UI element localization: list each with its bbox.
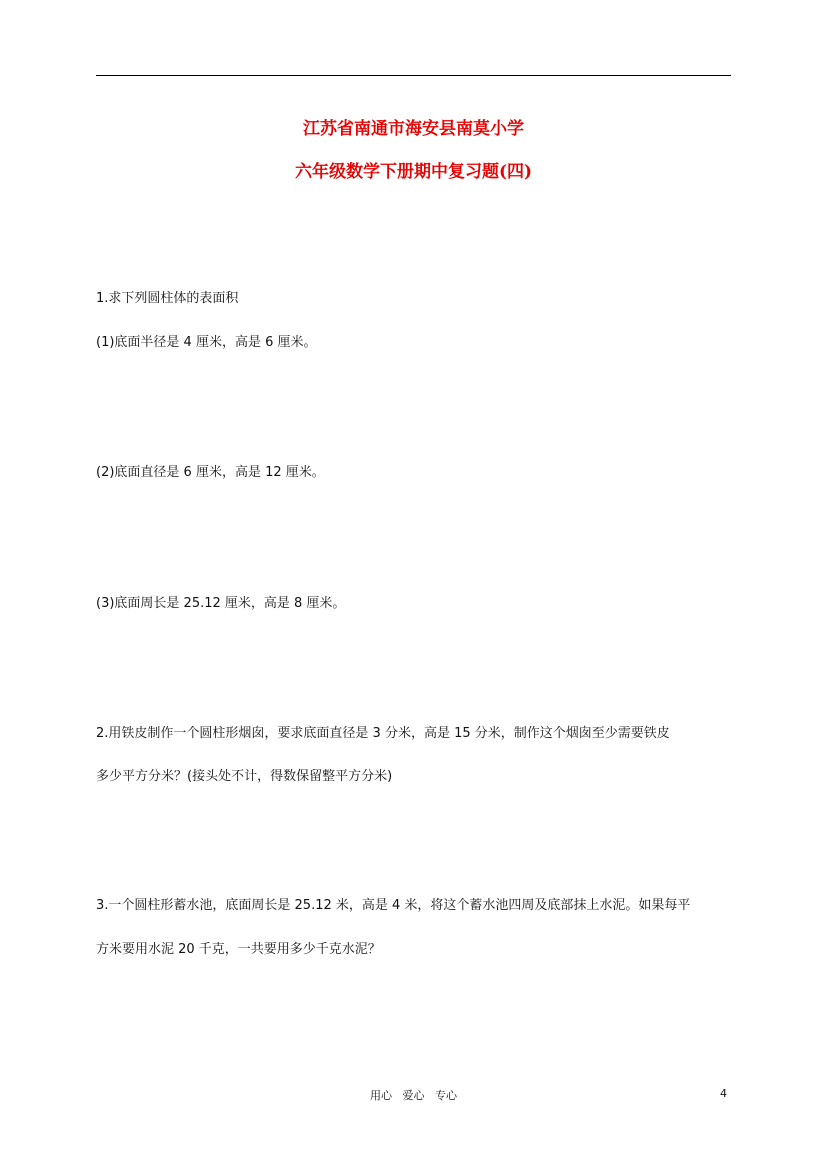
question-1-part-3: (3)底面周长是 25.12 厘米，高是 8 厘米。 — [96, 596, 346, 611]
page-number: 4 — [720, 1087, 727, 1100]
document-title: 江苏省南通市海安县南莫小学 — [303, 119, 524, 139]
header-rule — [96, 75, 731, 76]
footer-motto: 用心 爱心 专心 — [370, 1089, 457, 1102]
question-2-line-1: 2.用铁皮制作一个圆柱形烟囱，要求底面直径是 3 分米，高是 15 分米，制作这个烟囱至少需要铁皮 — [96, 726, 670, 741]
question-1-part-1: (1)底面半径是 4 厘米，高是 6 厘米。 — [96, 335, 317, 350]
question-3-line-1: 3.一个圆柱形蓄水池，底面周长是 25.12 米，高是 4 米，将这个蓄水池四周及底部抹上水泥。如果每平 — [96, 898, 691, 913]
document-subtitle: 六年级数学下册期中复习题(四) — [294, 162, 533, 182]
question-3-line-2: 方米要用水泥 20 千克，一共要用多少千克水泥？ — [96, 942, 381, 957]
question-2-line-2: 多少平方分米？(接头处不计，得数保留整平方分米) — [96, 769, 393, 784]
question-1-part-2: (2)底面直径是 6 厘米，高是 12 厘米。 — [96, 465, 325, 480]
question-1-heading: 1.求下列圆柱体的表面积 — [96, 291, 239, 306]
